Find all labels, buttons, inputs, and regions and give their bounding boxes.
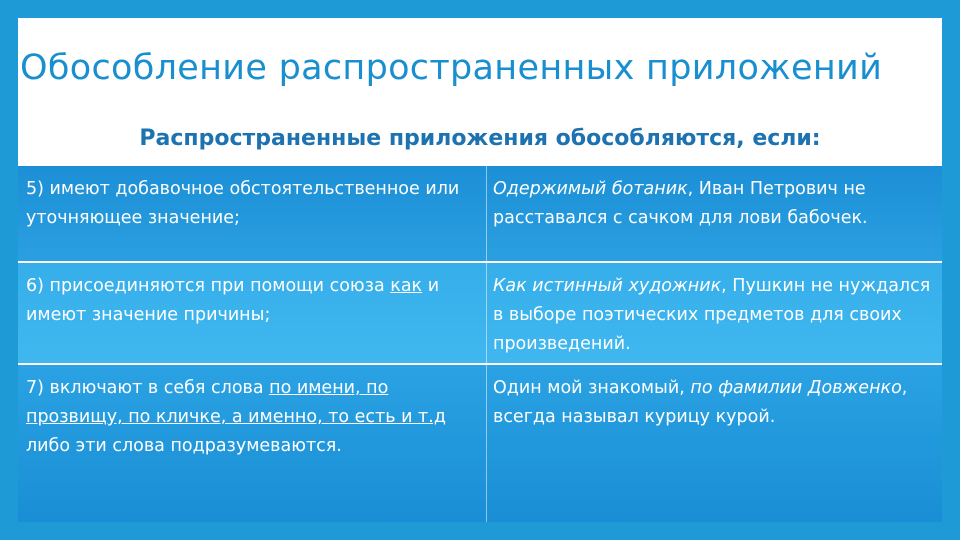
table-row	[18, 166, 942, 263]
table-row	[18, 365, 942, 522]
example-cell	[493, 175, 941, 233]
rule-text: либо эти слова подразумеваются.	[26, 436, 342, 456]
rule-text: 7) включают в себя слова	[26, 378, 270, 398]
example-italic: по фамилии Довженко	[690, 378, 902, 398]
example-cell	[493, 272, 941, 359]
page-title: Обособление распространенных приложений	[20, 48, 883, 88]
rule-text: и имеют значение причины;	[26, 276, 440, 325]
rule-underlined: как	[390, 276, 423, 296]
rule-cell	[26, 374, 486, 461]
example-text: Один мой знакомый,	[493, 378, 691, 398]
rule-underlined: по имени, по прозвищу, по кличке, а именно, то есть и т.д	[26, 378, 446, 427]
example-text: , Иван Петрович не расставался с сачком для лови бабочек.	[493, 179, 868, 228]
rules-table	[18, 166, 942, 522]
rule-text: 6) присоединяются при помощи союза	[26, 276, 391, 296]
rule-cell: 5) имеют добавочное обстоятельственное или уточняющее значение;	[26, 179, 460, 228]
example-text: , всегда называл курицу курой.	[493, 378, 908, 427]
example-text: , Пушкин не нуждался в выборе поэтических предметов для своих произведений.	[493, 276, 931, 354]
slide	[18, 18, 942, 522]
example-italic: Одержимый ботаник	[493, 179, 688, 199]
table-row	[18, 263, 942, 365]
rule-cell	[26, 272, 486, 330]
column-divider	[486, 166, 487, 522]
page-subtitle: Распространенные приложения обособляются, если:	[139, 126, 821, 151]
example-italic: Как истинный художник	[493, 276, 722, 296]
example-cell	[493, 374, 941, 432]
